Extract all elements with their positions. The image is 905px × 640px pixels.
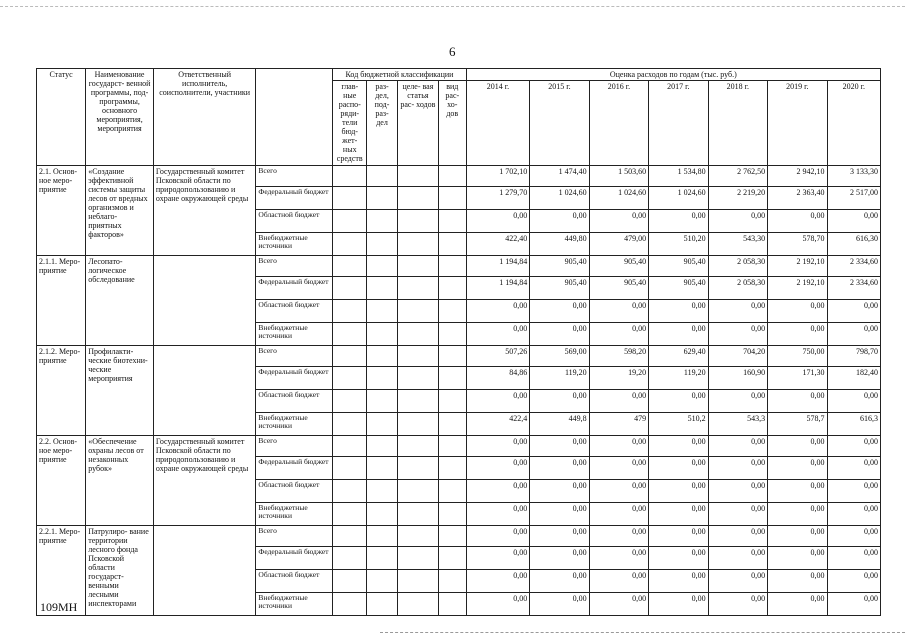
code-cell: [367, 436, 398, 457]
budget-table: [36, 68, 881, 616]
value-cell: 0,00: [466, 323, 530, 346]
value-cell: 84,86: [466, 367, 530, 390]
row-source: Всего: [256, 346, 333, 367]
code-cell: [333, 547, 367, 570]
header-code-col: глав- ные распо- ряди- тели бюд- жет- ных средств: [333, 81, 367, 166]
header-year: 2017 г.: [649, 81, 708, 166]
table-body: [37, 166, 881, 616]
value-cell: 119,20: [530, 367, 589, 390]
value-cell: 0,00: [649, 547, 708, 570]
header-year: 2014 г.: [466, 81, 530, 166]
row-responsible: [153, 256, 256, 346]
value-cell: 0,00: [768, 503, 827, 526]
value-cell: 119,20: [649, 367, 708, 390]
scan-edge-bottom: [380, 632, 905, 634]
value-cell: 0,00: [708, 390, 767, 413]
footer-code: 109МН: [40, 600, 78, 614]
value-cell: 1 024,60: [530, 187, 589, 210]
value-cell: 0,00: [589, 390, 648, 413]
code-cell: [367, 480, 398, 503]
value-cell: 0,00: [530, 457, 589, 480]
code-cell: [397, 570, 438, 593]
code-cell: [397, 367, 438, 390]
value-cell: 0,00: [589, 593, 648, 616]
value-cell: 0,00: [708, 547, 767, 570]
table-header: [37, 69, 881, 166]
value-cell: 0,00: [768, 390, 827, 413]
code-cell: [333, 256, 367, 277]
header-responsible: Ответственный исполнитель, соисполнители, участники: [153, 69, 256, 166]
header-year: 2019 г.: [768, 81, 827, 166]
value-cell: 569,00: [530, 346, 589, 367]
value-cell: 0,00: [466, 390, 530, 413]
row-name: «Обеспечение охраны лесов от незаконных рубок»: [86, 436, 154, 526]
code-cell: [397, 346, 438, 367]
row-source: Федеральный бюджет: [256, 277, 333, 300]
code-cell: [397, 256, 438, 277]
value-cell: 0,00: [530, 570, 589, 593]
value-cell: 0,00: [649, 323, 708, 346]
header-source: [256, 69, 333, 166]
table-row: [37, 526, 881, 547]
value-cell: 905,40: [530, 277, 589, 300]
value-cell: 905,40: [530, 256, 589, 277]
value-cell: 1 474,40: [530, 166, 589, 187]
header-year: 2018 г.: [708, 81, 767, 166]
code-cell: [367, 547, 398, 570]
value-cell: 0,00: [589, 547, 648, 570]
value-cell: 1 279,70: [466, 187, 530, 210]
code-cell: [397, 323, 438, 346]
value-cell: 0,00: [530, 323, 589, 346]
code-cell: [367, 346, 398, 367]
code-cell: [397, 503, 438, 526]
value-cell: 0,00: [827, 480, 880, 503]
row-name: Профилакти- ческие биотехни- ческие мероприятия: [86, 346, 154, 436]
code-cell: [438, 480, 466, 503]
value-cell: 616,30: [827, 233, 880, 256]
row-responsible: [153, 526, 256, 616]
code-cell: [438, 210, 466, 233]
header-year: 2016 г.: [589, 81, 648, 166]
value-cell: 2 762,50: [708, 166, 767, 187]
value-cell: 905,40: [589, 256, 648, 277]
table-row: [37, 436, 881, 457]
value-cell: 0,00: [827, 526, 880, 547]
code-cell: [397, 390, 438, 413]
code-cell: [438, 166, 466, 187]
code-cell: [438, 436, 466, 457]
code-cell: [397, 526, 438, 547]
code-cell: [397, 593, 438, 616]
value-cell: 0,00: [530, 593, 589, 616]
value-cell: 0,00: [708, 570, 767, 593]
row-source: Внебюджетные источники: [256, 323, 333, 346]
value-cell: 0,00: [827, 547, 880, 570]
code-cell: [438, 503, 466, 526]
header-estimate: Оценка расходов по годам (тыс. руб.): [466, 69, 880, 81]
value-cell: 2 192,10: [768, 277, 827, 300]
value-cell: 449,8: [530, 413, 589, 436]
code-cell: [367, 593, 398, 616]
value-cell: 0,00: [466, 210, 530, 233]
value-cell: 507,26: [466, 346, 530, 367]
row-source: Областной бюджет: [256, 570, 333, 593]
value-cell: 0,00: [708, 593, 767, 616]
row-source: Всего: [256, 166, 333, 187]
value-cell: 1 534,80: [649, 166, 708, 187]
value-cell: 629,40: [649, 346, 708, 367]
code-cell: [367, 526, 398, 547]
row-source: Федеральный бюджет: [256, 457, 333, 480]
value-cell: 0,00: [530, 503, 589, 526]
value-cell: 1 194,84: [466, 277, 530, 300]
value-cell: 0,00: [708, 210, 767, 233]
table-row: [37, 256, 881, 277]
value-cell: 449,80: [530, 233, 589, 256]
value-cell: 0,00: [466, 480, 530, 503]
value-cell: 578,7: [768, 413, 827, 436]
value-cell: 0,00: [589, 503, 648, 526]
value-cell: 1 024,60: [649, 187, 708, 210]
value-cell: 0,00: [768, 323, 827, 346]
value-cell: 479: [589, 413, 648, 436]
code-cell: [333, 457, 367, 480]
value-cell: 422,4: [466, 413, 530, 436]
row-source: Областной бюджет: [256, 210, 333, 233]
code-cell: [333, 187, 367, 210]
value-cell: 0,00: [649, 210, 708, 233]
row-source: Внебюджетные источники: [256, 593, 333, 616]
value-cell: 0,00: [768, 526, 827, 547]
value-cell: 2 334,60: [827, 256, 880, 277]
value-cell: 750,00: [768, 346, 827, 367]
value-cell: 0,00: [708, 457, 767, 480]
code-cell: [397, 210, 438, 233]
code-cell: [397, 413, 438, 436]
code-cell: [367, 300, 398, 323]
code-cell: [438, 233, 466, 256]
code-cell: [333, 233, 367, 256]
row-name: Патрулиро- вание территории лесного фонда Псковской области государст- венными лесными инспекторами: [86, 526, 154, 616]
code-cell: [438, 300, 466, 323]
code-cell: [367, 390, 398, 413]
row-responsible: [153, 346, 256, 436]
value-cell: 171,30: [768, 367, 827, 390]
value-cell: 0,00: [589, 570, 648, 593]
code-cell: [397, 547, 438, 570]
row-source: Федеральный бюджет: [256, 187, 333, 210]
value-cell: 616,3: [827, 413, 880, 436]
header-budget-code: Код бюджетной классификации: [333, 69, 466, 81]
row-source: Всего: [256, 526, 333, 547]
value-cell: 0,00: [768, 210, 827, 233]
value-cell: 2 517,00: [827, 187, 880, 210]
header-code-col: раз- дел, под- раз- дел: [367, 81, 398, 166]
value-cell: 0,00: [768, 547, 827, 570]
row-name: Лесопато- логическое обследование: [86, 256, 154, 346]
code-cell: [333, 593, 367, 616]
code-cell: [333, 210, 367, 233]
code-cell: [438, 570, 466, 593]
value-cell: 0,00: [708, 323, 767, 346]
value-cell: 798,70: [827, 346, 880, 367]
code-cell: [367, 233, 398, 256]
value-cell: 0,00: [530, 526, 589, 547]
value-cell: 1 702,10: [466, 166, 530, 187]
page-number: 6: [449, 44, 456, 59]
value-cell: 0,00: [649, 570, 708, 593]
code-cell: [397, 166, 438, 187]
code-cell: [333, 367, 367, 390]
value-cell: 0,00: [708, 503, 767, 526]
value-cell: 0,00: [768, 570, 827, 593]
table-row: [37, 346, 881, 367]
code-cell: [367, 570, 398, 593]
value-cell: 160,90: [708, 367, 767, 390]
row-name: «Создание эффективной системы защиты лесов от вредных организмов и неблаго- приятных факторов»: [86, 166, 154, 256]
code-cell: [333, 300, 367, 323]
code-cell: [333, 166, 367, 187]
row-source: Всего: [256, 436, 333, 457]
value-cell: 0,00: [708, 526, 767, 547]
value-cell: 0,00: [589, 436, 648, 457]
code-cell: [438, 277, 466, 300]
code-cell: [333, 503, 367, 526]
value-cell: 905,40: [589, 277, 648, 300]
value-cell: 19,20: [589, 367, 648, 390]
code-cell: [438, 593, 466, 616]
value-cell: 578,70: [768, 233, 827, 256]
row-status: 2.1.2. Меро- приятие: [37, 346, 86, 436]
row-source: Внебюджетные источники: [256, 413, 333, 436]
code-cell: [438, 457, 466, 480]
header-year: 2020 г.: [827, 81, 880, 166]
value-cell: 0,00: [530, 480, 589, 503]
code-cell: [438, 367, 466, 390]
value-cell: 0,00: [649, 300, 708, 323]
value-cell: 0,00: [827, 570, 880, 593]
value-cell: 905,40: [649, 277, 708, 300]
value-cell: 479,00: [589, 233, 648, 256]
value-cell: 905,40: [649, 256, 708, 277]
value-cell: 0,00: [589, 480, 648, 503]
value-cell: 0,00: [589, 457, 648, 480]
value-cell: 0,00: [768, 593, 827, 616]
code-cell: [367, 277, 398, 300]
value-cell: 0,00: [827, 436, 880, 457]
scan-edge-top: [0, 6, 905, 8]
code-cell: [438, 526, 466, 547]
value-cell: 0,00: [827, 503, 880, 526]
value-cell: 704,20: [708, 346, 767, 367]
row-responsible: Государственный комитет Псковской области по природопользованию и охране окружающей среды: [153, 166, 256, 256]
value-cell: 0,00: [530, 210, 589, 233]
value-cell: 510,2: [649, 413, 708, 436]
value-cell: 0,00: [708, 436, 767, 457]
value-cell: 0,00: [708, 300, 767, 323]
header-year: 2015 г.: [530, 81, 589, 166]
value-cell: 0,00: [466, 503, 530, 526]
code-cell: [367, 256, 398, 277]
code-cell: [397, 436, 438, 457]
value-cell: 510,20: [649, 233, 708, 256]
value-cell: 0,00: [466, 436, 530, 457]
value-cell: 0,00: [466, 300, 530, 323]
code-cell: [438, 390, 466, 413]
value-cell: 0,00: [530, 436, 589, 457]
value-cell: 2 334,60: [827, 277, 880, 300]
value-cell: 0,00: [827, 457, 880, 480]
code-cell: [333, 570, 367, 593]
value-cell: 0,00: [768, 300, 827, 323]
code-cell: [333, 480, 367, 503]
value-cell: 1 194,84: [466, 256, 530, 277]
value-cell: 0,00: [827, 300, 880, 323]
code-cell: [397, 457, 438, 480]
value-cell: 2 058,30: [708, 256, 767, 277]
code-cell: [333, 277, 367, 300]
code-cell: [367, 210, 398, 233]
code-cell: [367, 503, 398, 526]
row-source: Всего: [256, 256, 333, 277]
value-cell: 2 942,10: [768, 166, 827, 187]
value-cell: 1 024,60: [589, 187, 648, 210]
code-cell: [333, 346, 367, 367]
row-status: 2.2. Основ- ное меро- приятие: [37, 436, 86, 526]
value-cell: 1 503,60: [589, 166, 648, 187]
code-cell: [367, 166, 398, 187]
code-cell: [438, 547, 466, 570]
value-cell: 0,00: [827, 210, 880, 233]
row-status: 2.1. Основ- ное меро- приятие: [37, 166, 86, 256]
value-cell: 0,00: [466, 457, 530, 480]
value-cell: 0,00: [768, 480, 827, 503]
row-source: Внебюджетные источники: [256, 503, 333, 526]
value-cell: 0,00: [649, 593, 708, 616]
code-cell: [333, 436, 367, 457]
value-cell: 2 219,20: [708, 187, 767, 210]
code-cell: [438, 256, 466, 277]
code-cell: [333, 526, 367, 547]
value-cell: 0,00: [708, 480, 767, 503]
code-cell: [397, 233, 438, 256]
row-responsible: Государственный комитет Псковской области по природопользованию и охране окружающей среды: [153, 436, 256, 526]
value-cell: 543,3: [708, 413, 767, 436]
value-cell: 0,00: [649, 457, 708, 480]
value-cell: 0,00: [827, 593, 880, 616]
row-source: Федеральный бюджет: [256, 547, 333, 570]
code-cell: [333, 413, 367, 436]
value-cell: 0,00: [649, 390, 708, 413]
value-cell: 0,00: [649, 503, 708, 526]
value-cell: 2 363,40: [768, 187, 827, 210]
code-cell: [438, 187, 466, 210]
code-cell: [367, 367, 398, 390]
header-code-col: вид рас- хо- дов: [438, 81, 466, 166]
value-cell: 0,00: [589, 526, 648, 547]
row-source: Областной бюджет: [256, 300, 333, 323]
value-cell: 0,00: [649, 526, 708, 547]
value-cell: 0,00: [466, 570, 530, 593]
value-cell: 0,00: [466, 593, 530, 616]
value-cell: 0,00: [827, 390, 880, 413]
row-source: Областной бюджет: [256, 390, 333, 413]
value-cell: 422,40: [466, 233, 530, 256]
row-source: Областной бюджет: [256, 480, 333, 503]
value-cell: 0,00: [466, 547, 530, 570]
value-cell: 0,00: [649, 480, 708, 503]
value-cell: 0,00: [649, 436, 708, 457]
row-status: 2.2.1. Меро- приятие: [37, 526, 86, 616]
value-cell: 3 133,30: [827, 166, 880, 187]
value-cell: 0,00: [530, 390, 589, 413]
value-cell: 0,00: [466, 526, 530, 547]
code-cell: [367, 323, 398, 346]
row-source: Федеральный бюджет: [256, 367, 333, 390]
code-cell: [333, 323, 367, 346]
value-cell: 0,00: [589, 300, 648, 323]
code-cell: [333, 390, 367, 413]
code-cell: [438, 346, 466, 367]
code-cell: [397, 187, 438, 210]
value-cell: 2 058,30: [708, 277, 767, 300]
value-cell: 182,40: [827, 367, 880, 390]
code-cell: [367, 413, 398, 436]
value-cell: 0,00: [768, 436, 827, 457]
header-code-col: целе- вая статья рас- ходов: [397, 81, 438, 166]
value-cell: 0,00: [589, 210, 648, 233]
value-cell: 0,00: [768, 457, 827, 480]
value-cell: 598,20: [589, 346, 648, 367]
header-status: Статус: [37, 69, 86, 166]
code-cell: [397, 300, 438, 323]
code-cell: [367, 187, 398, 210]
code-cell: [438, 323, 466, 346]
row-source: Внебюджетные источники: [256, 233, 333, 256]
row-status: 2.1.1. Меро- приятие: [37, 256, 86, 346]
value-cell: 0,00: [827, 323, 880, 346]
header-name: Наименование государст- венной программы, под- программы, основного мероприятия, мероприятия: [86, 69, 154, 166]
value-cell: 0,00: [530, 547, 589, 570]
table-row: [37, 166, 881, 187]
code-cell: [367, 457, 398, 480]
code-cell: [438, 413, 466, 436]
value-cell: 0,00: [530, 300, 589, 323]
value-cell: 2 192,10: [768, 256, 827, 277]
value-cell: 0,00: [589, 323, 648, 346]
code-cell: [397, 480, 438, 503]
code-cell: [397, 277, 438, 300]
value-cell: 543,30: [708, 233, 767, 256]
